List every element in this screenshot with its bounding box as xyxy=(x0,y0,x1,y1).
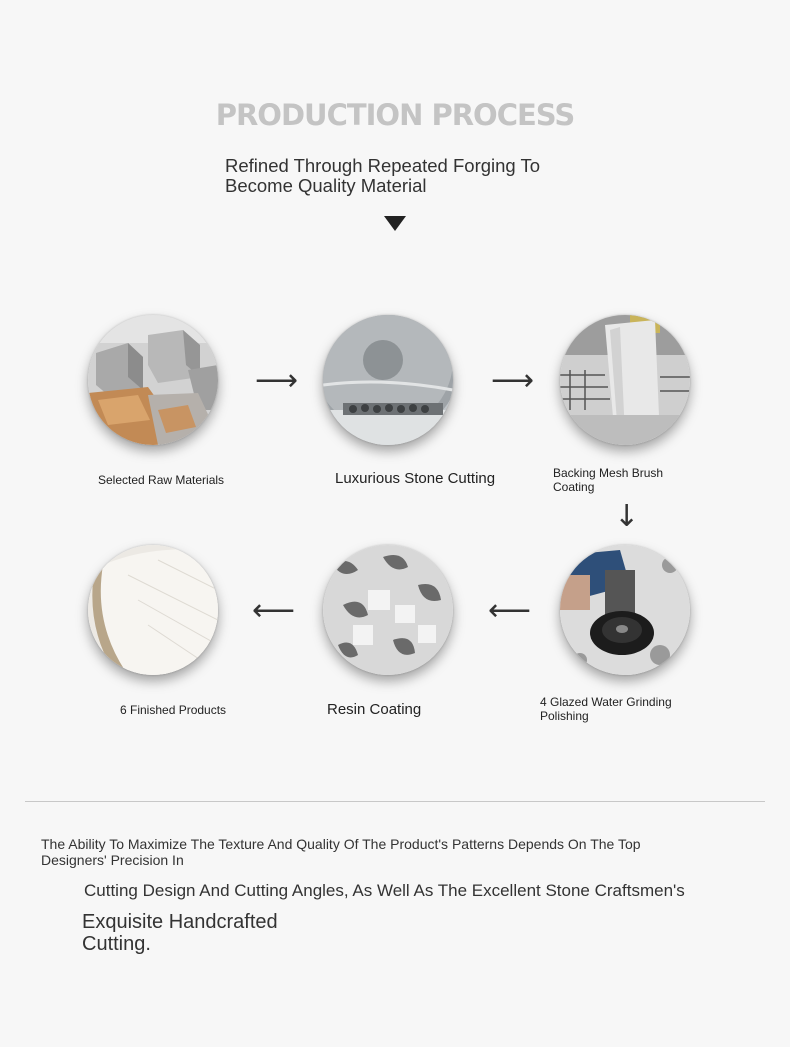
step-label-stone-cutting: Luxurious Stone Cutting xyxy=(335,470,496,487)
step-label-water-grinding-line-1: 4 Glazed Water Grinding xyxy=(540,695,672,709)
subtitle-line-2: Become Quality Material xyxy=(225,175,427,196)
arrow-right-icon: ⟶ xyxy=(491,363,535,398)
section-title: PRODUCTION PROCESS xyxy=(215,98,575,132)
description-paragraph-2: Cutting Design And Cutting Angles, As Well As The Excellent Stone Craftsmen's xyxy=(84,881,685,900)
step-label-finished-products: 6 Finished Products xyxy=(120,703,227,717)
step-image-backing-mesh xyxy=(560,315,690,445)
step-label-resin-coating: Resin Coating xyxy=(327,701,422,718)
description-paragraph-3 xyxy=(82,911,382,955)
description-line-1b: Designers' Precision In xyxy=(41,852,184,868)
description-line-1a: The Ability To Maximize The Texture And Quality Of The Product's Patterns Depends On The Top xyxy=(41,836,641,852)
arrow-right-icon: ⟶ xyxy=(255,363,299,398)
step-label-backing-mesh-line-2: Coating xyxy=(553,480,595,494)
arrow-down-icon: ↓ xyxy=(614,499,640,534)
step-label-water-grinding-line-2: Polishing xyxy=(540,709,589,723)
step-image-resin-coating xyxy=(323,545,453,675)
step-label-raw-materials: Selected Raw Materials xyxy=(98,473,225,487)
section-subtitle xyxy=(225,156,565,196)
down-triangle-icon xyxy=(384,216,406,231)
step-image-finished-products xyxy=(88,545,218,675)
arrow-left-icon: ⟵ xyxy=(488,593,532,628)
description-line-3a: Exquisite Handcrafted xyxy=(82,911,278,933)
description-paragraph-1 xyxy=(41,836,741,868)
step-label-backing-mesh-line-1: Backing Mesh Brush xyxy=(553,466,664,480)
step-label-backing-mesh xyxy=(553,466,663,494)
step-image-raw-materials xyxy=(88,315,218,445)
section-divider xyxy=(25,801,765,802)
step-image-stone-cutting xyxy=(323,315,453,445)
description-line-3b: Cutting. xyxy=(82,933,151,955)
step-image-water-grinding xyxy=(560,545,690,675)
subtitle-line-1: Refined Through Repeated Forging To xyxy=(225,155,541,176)
arrow-left-icon: ⟵ xyxy=(252,593,296,628)
step-label-water-grinding xyxy=(540,695,672,723)
